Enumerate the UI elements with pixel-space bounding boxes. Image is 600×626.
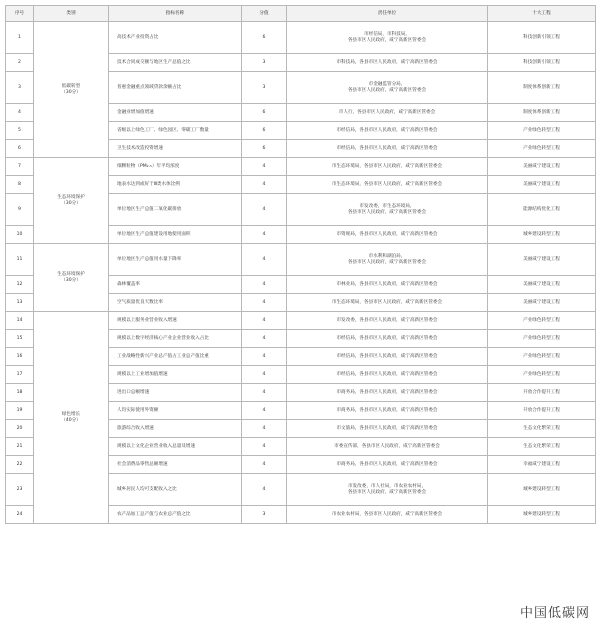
row-indicator: 细颗粒物（PM₂.₅）年平均浓度 [109, 158, 242, 176]
header-project: 十大工程 [488, 6, 596, 22]
row-score: 4 [242, 158, 287, 176]
row-score: 3 [242, 72, 287, 104]
category-name: 绿色增长 [61, 411, 81, 417]
row-project: 生态文化繁荣工程 [488, 438, 596, 456]
row-score: 4 [242, 312, 287, 330]
row-indicator: 技术合同成交额与地区生产总值之比 [109, 54, 242, 72]
watermark-logo: 中国低碳网 [520, 606, 591, 621]
row-score: 4 [242, 402, 287, 420]
row-responsible [287, 226, 488, 244]
row-score: 4 [242, 384, 287, 402]
row-responsible [287, 402, 488, 420]
row-seq: 13 [6, 294, 34, 312]
responsible-line: 市发改委，各县市区人民政府，咸宁高新区管委会 [336, 317, 438, 323]
category-cell [34, 244, 109, 312]
category-cell [34, 158, 109, 244]
row-responsible [287, 438, 488, 456]
row-indicator: 森林覆盖率 [109, 276, 242, 294]
category-name: 生态环境保护 [57, 194, 85, 200]
row-indicator: 规模以上服务业营业收入增速 [109, 312, 242, 330]
row-seq: 11 [6, 244, 34, 276]
row-responsible [287, 176, 488, 194]
row-project: 产业绿色转型工程 [488, 330, 596, 348]
row-project: 能源结构优化工程 [488, 194, 596, 226]
header-seq: 序号 [6, 6, 34, 22]
row-responsible [287, 122, 488, 140]
responsible-line: 市农业农村局，各县市区人民政府，咸宁高新区管委会 [331, 511, 443, 517]
row-score: 4 [242, 294, 287, 312]
table-row [6, 312, 596, 330]
row-seq: 20 [6, 420, 34, 438]
responsible-line: 市商务局，各县市区人民政府，咸宁高新区管委会 [336, 407, 438, 413]
row-indicator: 进出口总额增速 [109, 384, 242, 402]
row-responsible [287, 366, 488, 384]
responsible-line: 各县市区人民政府，咸宁高新区管委会 [347, 489, 427, 495]
responsible-line: 市经信局，市科技局， [364, 31, 410, 37]
category-cell [34, 22, 109, 158]
row-seq: 12 [6, 276, 34, 294]
row-indicator: 规模以上数字经济核心产业企业营业收入占比 [109, 330, 242, 348]
row-indicator: 单位地区生产总值用水量下降率 [109, 244, 242, 276]
row-project: 美丽咸宁建设工程 [488, 176, 596, 194]
row-indicator: 省级以上绿色工厂、绿色园区、零碳工厂数量 [109, 122, 242, 140]
row-indicator: 农产品加工总产值与农业总产值之比 [109, 506, 242, 524]
row-indicator: 规模以上工业增加值增速 [109, 366, 242, 384]
row-seq: 24 [6, 506, 34, 524]
row-project: 产业绿色转型工程 [488, 140, 596, 158]
row-seq: 5 [6, 122, 34, 140]
header-indicator: 指标名称 [109, 6, 242, 22]
row-score: 4 [242, 366, 287, 384]
row-indicator: 单位地区生产总值建设用地使用面积 [109, 226, 242, 244]
responsible-line: 各县市区人民政府，咸宁高新区管委会 [347, 87, 427, 93]
row-project: 幸福咸宁建设工程 [488, 456, 596, 474]
row-score: 4 [242, 420, 287, 438]
row-score: 4 [242, 474, 287, 506]
responsible-line: 市经信局，各县市区人民政府，咸宁高新区管委会 [336, 335, 438, 341]
row-project: 城乡建设转型工程 [488, 506, 596, 524]
responsible-line: 市商务局，各县市区人民政府，咸宁高新区管委会 [336, 389, 438, 395]
row-responsible [287, 348, 488, 366]
row-indicator: 地表水达到或好于Ⅲ类水体比例 [109, 176, 242, 194]
row-seq: 6 [6, 140, 34, 158]
table-header-row [6, 6, 596, 22]
row-responsible [287, 72, 488, 104]
table-row [6, 158, 596, 176]
responsible-line: 市水利和湖泊局， [368, 253, 406, 259]
row-seq: 18 [6, 384, 34, 402]
row-project: 美丽咸宁建设工程 [488, 276, 596, 294]
responsible-line: 市生态环境局，各县市区人民政府，咸宁高新区管委会 [331, 299, 443, 305]
row-seq: 1 [6, 22, 34, 54]
row-seq: 4 [6, 104, 34, 122]
row-project: 美丽咸宁建设工程 [488, 158, 596, 176]
row-seq: 7 [6, 158, 34, 176]
responsible-line: 各县市区人民政府，咸宁高新区管委会 [347, 37, 427, 43]
row-indicator: 金融业增加值增速 [109, 104, 242, 122]
row-project: 科技创新引领工程 [488, 54, 596, 72]
category-name: 低碳转型 [61, 83, 81, 89]
row-seq: 16 [6, 348, 34, 366]
row-score: 6 [242, 22, 287, 54]
row-project: 产业绿色转型工程 [488, 348, 596, 366]
indicator-table [5, 5, 596, 524]
row-indicator: 社会消费品零售总额增速 [109, 456, 242, 474]
row-seq: 2 [6, 54, 34, 72]
row-project: 美丽咸宁建设工程 [488, 244, 596, 276]
category-points: （30分） [61, 200, 81, 206]
row-project: 科技创新引领工程 [488, 22, 596, 54]
row-seq: 15 [6, 330, 34, 348]
responsible-line: 市委宣传部，各县市区人民政府，咸宁高新区管委会 [334, 443, 440, 449]
row-responsible [287, 456, 488, 474]
row-indicator: 城乡居民人均可支配收入之比 [109, 474, 242, 506]
responsible-line: 市经信局，各县市区人民政府，咸宁高新区管委会 [336, 127, 438, 133]
row-seq: 9 [6, 194, 34, 226]
row-responsible [287, 140, 488, 158]
row-score: 4 [242, 438, 287, 456]
row-project: 产业绿色转型工程 [488, 312, 596, 330]
row-project: 制度体系创新工程 [488, 104, 596, 122]
responsible-line: 市人行，各县市区人民政府，咸宁高新区管委会 [338, 109, 436, 115]
responsible-line: 市商务局，各县市区人民政府，咸宁高新区管委会 [336, 461, 438, 467]
row-seq: 3 [6, 72, 34, 104]
row-project: 开放合作提升工程 [488, 384, 596, 402]
row-responsible [287, 312, 488, 330]
row-indicator: 普惠金融重点领域贷款余额占比 [109, 72, 242, 104]
row-seq: 10 [6, 226, 34, 244]
row-seq: 17 [6, 366, 34, 384]
row-responsible [287, 54, 488, 72]
responsible-line: 市文旅局，各县市区人民政府，咸宁高新区管委会 [336, 425, 438, 431]
row-score: 6 [242, 122, 287, 140]
header-responsible: 责任单位 [287, 6, 488, 22]
responsible-line: 市生态环境局，各县市区人民政府，咸宁高新区管委会 [331, 163, 443, 169]
table-row [6, 22, 596, 54]
row-responsible [287, 330, 488, 348]
row-score: 4 [242, 244, 287, 276]
row-score: 4 [242, 276, 287, 294]
row-responsible [287, 420, 488, 438]
row-indicator: 空气质量优良天数比率 [109, 294, 242, 312]
row-responsible [287, 158, 488, 176]
row-indicator: 单位地区生产总值二氧化碳排放 [109, 194, 242, 226]
row-score: 6 [242, 104, 287, 122]
row-responsible [287, 506, 488, 524]
row-indicator: 人均实际使用外资额 [109, 402, 242, 420]
row-indicator: 旅游综合收入增速 [109, 420, 242, 438]
row-score: 4 [242, 176, 287, 194]
row-seq: 14 [6, 312, 34, 330]
responsible-line: 市经信局，各县市区人民政府，咸宁高新区管委会 [336, 353, 438, 359]
row-score: 4 [242, 348, 287, 366]
header-score: 分值 [242, 6, 287, 22]
row-score: 4 [242, 226, 287, 244]
category-cell [34, 312, 109, 524]
row-score: 6 [242, 140, 287, 158]
row-seq: 19 [6, 402, 34, 420]
responsible-line: 各县市区人民政府，咸宁高新区管委会 [347, 259, 427, 265]
row-responsible [287, 276, 488, 294]
responsible-line: 市经信局，各县市区人民政府，咸宁高新区管委会 [336, 145, 438, 151]
row-score: 4 [242, 330, 287, 348]
responsible-line: 市金融监管分局， [368, 81, 406, 87]
responsible-line: 市经信局，各县市区人民政府，咸宁高新区管委会 [336, 371, 438, 377]
table-row [6, 244, 596, 276]
row-responsible [287, 474, 488, 506]
row-indicator: 高技术产业投资占比 [109, 22, 242, 54]
responsible-line: 市发改委，市生态环境局， [359, 203, 415, 209]
row-indicator: 工业战略性新兴产业总产值占工业总产值比重 [109, 348, 242, 366]
responsible-line: 市生态环境局，各县市区人民政府，咸宁高新区管委会 [331, 181, 443, 187]
row-score: 4 [242, 456, 287, 474]
row-responsible [287, 244, 488, 276]
row-project: 美丽咸宁建设工程 [488, 294, 596, 312]
responsible-line: 市林业局，各县市区人民政府，咸宁高新区管委会 [336, 281, 438, 287]
header-category: 类别 [34, 6, 109, 22]
responsible-line: 市资规局，各县市区人民政府，咸宁高新区管委会 [336, 231, 438, 237]
row-seq: 8 [6, 176, 34, 194]
row-project: 产业绿色转型工程 [488, 122, 596, 140]
category-name: 生态环境保护 [57, 271, 85, 277]
row-project: 城乡建设转型工程 [488, 474, 596, 506]
row-seq: 21 [6, 438, 34, 456]
row-score: 4 [242, 194, 287, 226]
row-project: 产业绿色转型工程 [488, 366, 596, 384]
row-responsible [287, 194, 488, 226]
row-project: 开放合作提升工程 [488, 402, 596, 420]
row-responsible [287, 294, 488, 312]
row-project: 生态文化繁荣工程 [488, 420, 596, 438]
row-score: 3 [242, 506, 287, 524]
category-points: （30分） [61, 89, 81, 95]
row-seq: 22 [6, 456, 34, 474]
row-score: 3 [242, 54, 287, 72]
row-seq: 23 [6, 474, 34, 506]
row-responsible [287, 384, 488, 402]
category-points: （30分） [61, 277, 81, 283]
row-project: 制度体系创新工程 [488, 72, 596, 104]
row-indicator: 规模以上文化企业营业收入总量及增速 [109, 438, 242, 456]
responsible-line: 各县市区人民政府，咸宁高新区管委会 [347, 209, 427, 215]
category-points: （40分） [61, 417, 81, 423]
responsible-line: 市科技局，各县市区人民政府，咸宁高新区管委会 [336, 59, 438, 65]
row-project: 城乡建设转型工程 [488, 226, 596, 244]
responsible-line: 市发改委，市人社局，市农业农村局， [347, 483, 427, 489]
row-responsible [287, 104, 488, 122]
row-responsible [287, 22, 488, 54]
row-indicator: 卫生技术改造投资增速 [109, 140, 242, 158]
